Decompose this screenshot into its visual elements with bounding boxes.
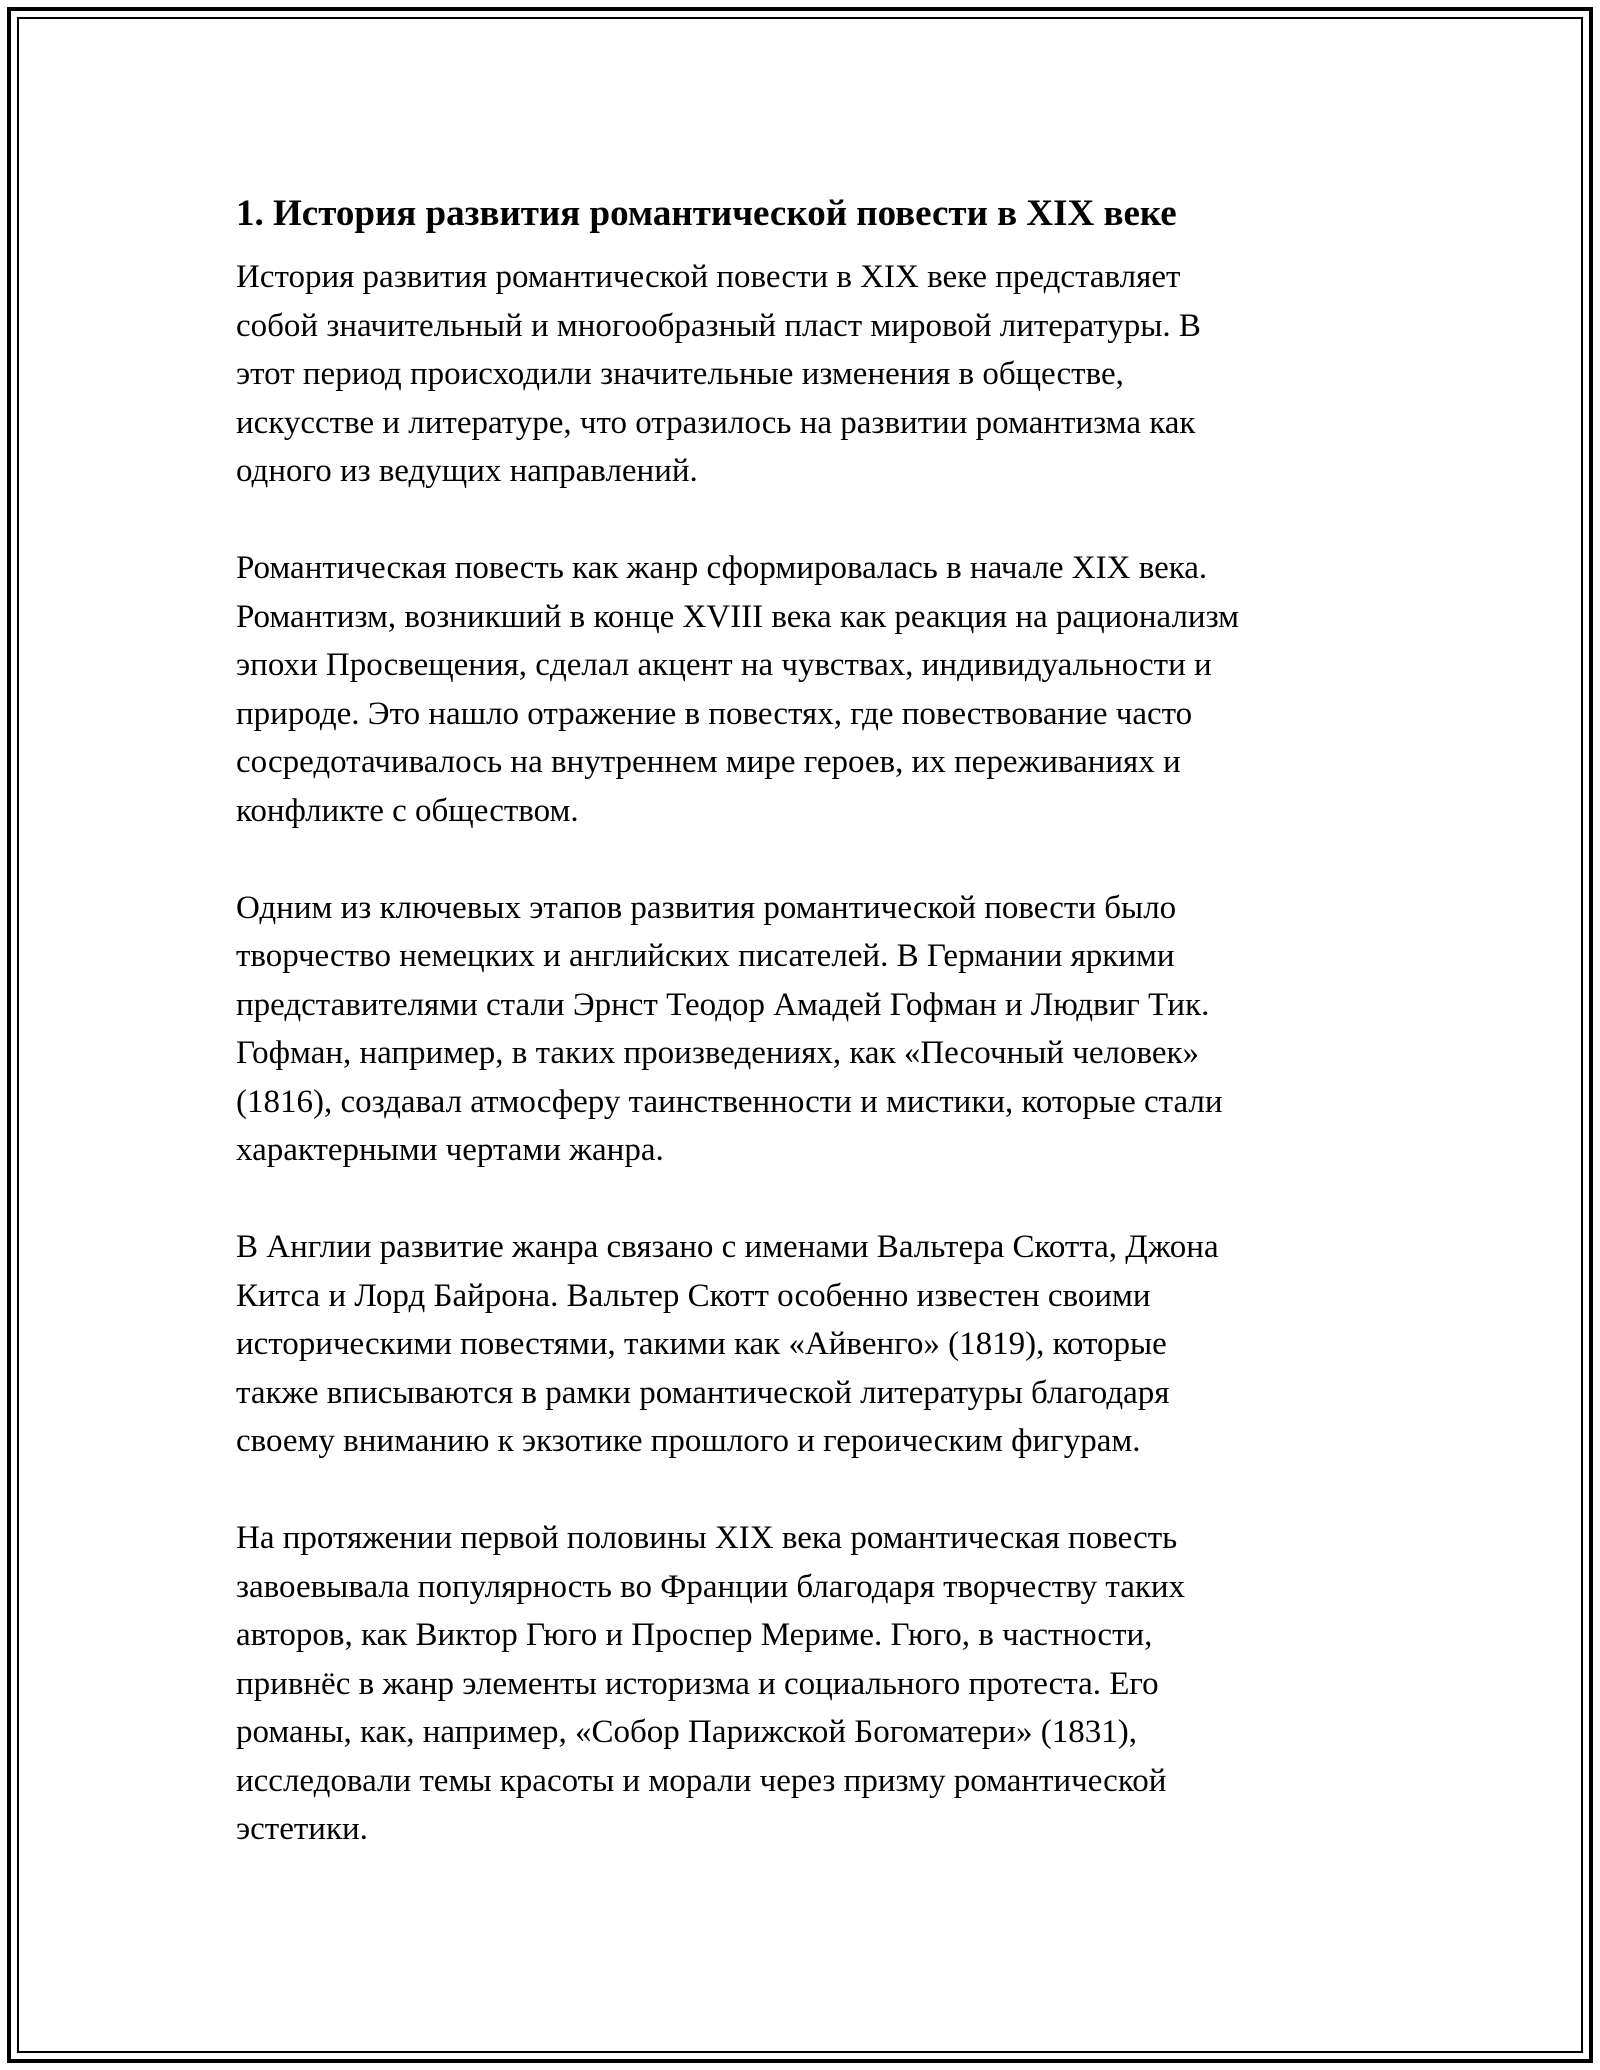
paragraph-intro: История развития романтической повести в XIX веке представляет собой значительный и многообразный пласт мировой литературы. В этот период происходили значительные изменения в обществе, искусстве и литературе, что отразилось на развитии романтизма как одного из ведущих направлений. — [236, 259, 1201, 489]
document-content — [236, 186, 1396, 1854]
paragraph-french-writers: На протяжении первой половины XIX века романтическая повесть завоевывала популярность во Франции благодаря творчеству таких авторов, как Виктор Гюго и Проспер Мериме. Гюго, в частности, привнёс в жанр элементы историзма и социального протеста. Его романы, как, например, «Собор Парижской Богоматери» (1831), исследовали темы красоты и морали через призму романтической эстетики. — [236, 1520, 1186, 1847]
paragraph-german-writers: Одним из ключевых этапов развития романтической повести было творчество немецких и английских писателей. В Германии яркими представителями стали Эрнст Теодор Амадей Гофман и Людвиг Тик. Гофман, например, в таких произведениях, как «Песочный человек» (1816), создавал атмосферу таинственности и мистики, которые стали характерными чертами жанра. — [236, 889, 1223, 1168]
paragraph-genre-formation: Романтическая повесть как жанр сформировалась в начале XIX века. Романтизм, возникший в конце XVIII века как реакция на рационализм эпохи Просвещения, сделал акцент на чувствах, индивидуальности и природе. Это нашло отражение в повестях, где повествование часто сосредотачивалось на внутреннем мире героев, их переживаниях и конфликте с обществом. — [236, 550, 1240, 829]
section-heading: 1. История развития романтической повести в XIX веке — [236, 193, 1177, 234]
paragraph-english-writers: В Англии развитие жанра связано с именами Вальтера Скотта, Джона Китса и Лорд Байрона. Вальтер Скотт особенно известен своими историческими повестями, такими как «Айвенго» (1819), которые также вписываются в рамки романтической литературы благодаря своему вниманию к экзотике прошлого и героическим фигурам. — [236, 1229, 1219, 1459]
